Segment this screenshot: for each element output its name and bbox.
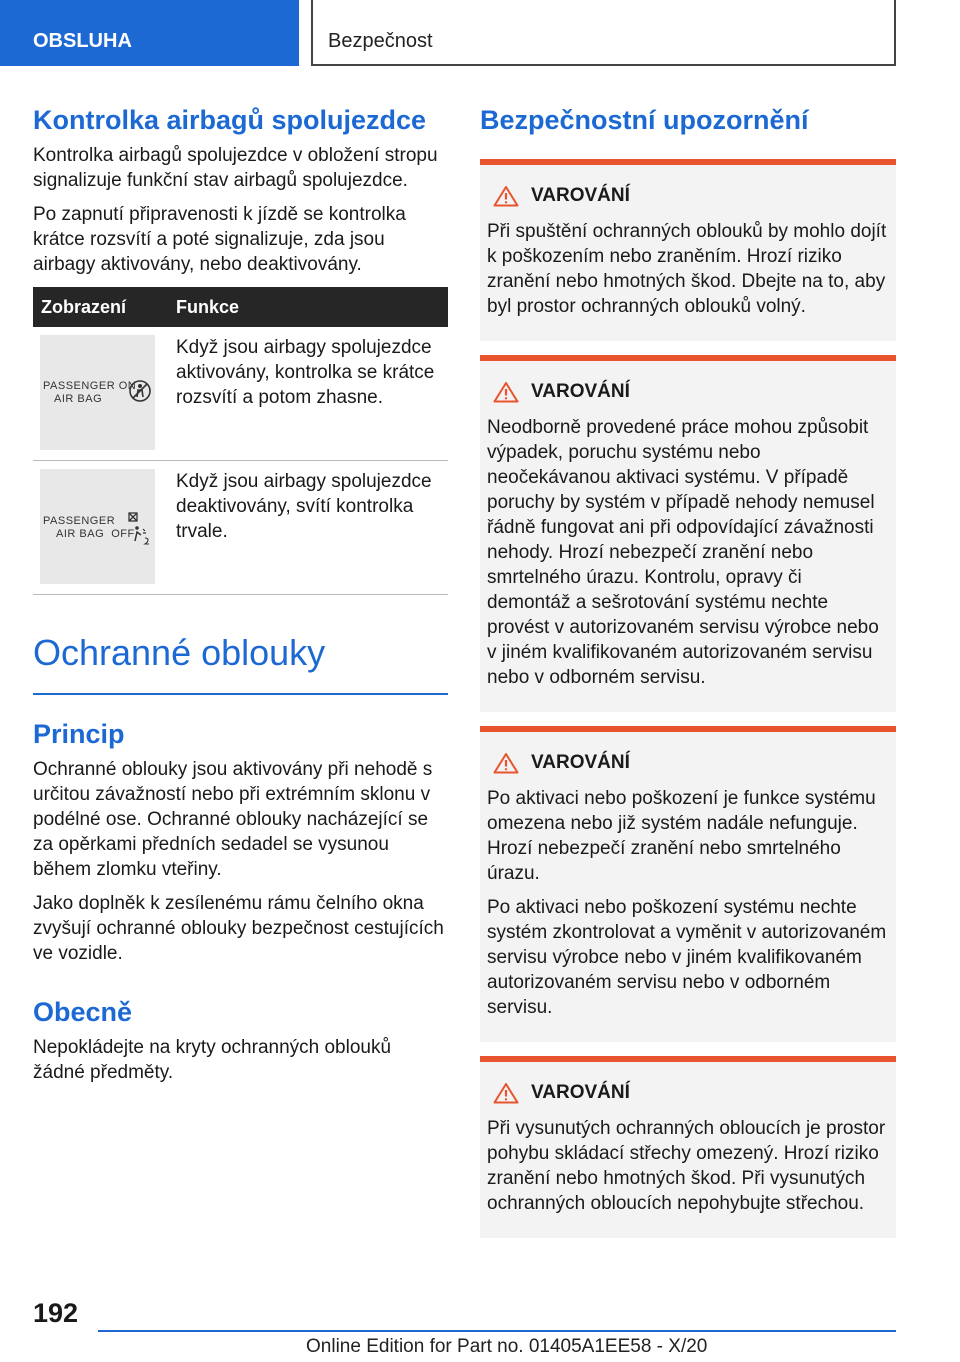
principle-paragraph-2: Jako doplněk k zesílenému rámu čelního okna zvyšují ochranné oblouky bezpečnost cestujících ve vozidle. [33, 893, 444, 964]
warning-box [480, 1056, 896, 1238]
table-cell-display [33, 327, 168, 461]
warning-box [480, 355, 896, 712]
warning-label: VAROVÁNÍ [531, 752, 630, 773]
lamp-text-line1: PASSENGER ON [43, 380, 137, 392]
warning-header [487, 1080, 888, 1106]
warning-label: VAROVÁNÍ [531, 1082, 630, 1103]
rollbars-heading: Ochranné oblouky [33, 627, 448, 695]
lamp-text-line1: PASSENGER [43, 515, 116, 527]
warning-triangle-icon [493, 185, 519, 207]
warning-text: Po aktivaci nebo poškození je funkce systému omezena nebo již systém nadále nefunguje. Hrozí nebezpečí zranění nebo smrtelného úrazu. [487, 788, 876, 884]
airbag-lamp-paragraph-1: Kontrolka airbagů spolujezdce v obložení stropu signalizuje funkční stav airbagů spolujezdce. [33, 145, 438, 191]
warning-triangle-icon [493, 381, 519, 403]
warning-box [480, 726, 896, 1042]
warning-header [487, 183, 888, 209]
airbag-lamp-table [33, 287, 448, 595]
table-row [33, 461, 448, 595]
table-header-function: Funkce [168, 287, 448, 327]
warning-triangle-icon [493, 752, 519, 774]
warning-text: Při spuštění ochranných oblouků by mohlo dojít k poškozením nebo zraněním. Hrozí riziko zranění nebo hmotných škod. Dbejte na to, aby byl prostor ochranných oblouků volný. [487, 221, 887, 317]
airbag-on-lamp-image [40, 335, 155, 450]
airbag-on-symbol-icon [128, 379, 152, 403]
warning-text: Neodborně provedené práce mohou způsobit výpadek, poruchu systému nebo neočekávanou aktivaci systému. V případě poruchy by systém v případě nehody nemusel řádně fungovat ani při odpovídající závažnosti nehody. Hrozí nebezpečí zranění nebo smrtelného úrazu. Kontrolu, opravy či demontáž a sešrotování systému nechte provést v autorizovaném servisu výrobce nebo v jiném kvalifikovaném autorizovaném servisu nebo v odborném servisu. [487, 417, 879, 688]
general-paragraph-1: Nepokládejte na kryty ochranných oblouků žádné předměty. [33, 1037, 392, 1083]
airbag-lamp-heading: Kontrolka airbagů spolujezdce [33, 105, 427, 135]
right-column [480, 103, 896, 1252]
airbag-lamp-paragraph-2: Po zapnutí připravenosti k jízdě se kontrolka krátce rozsvítí a poté signalizuje, zda jsou airbagy aktivovány, nebo deaktivovány. [33, 204, 406, 275]
lamp-text-line2: AIR BAG OFF [56, 528, 135, 540]
safety-notes-heading: Bezpečnostní upozornění [480, 105, 809, 135]
warning-header [487, 750, 888, 776]
table-header-row [33, 287, 448, 327]
airbag-off-symbol-icon [126, 511, 152, 545]
warning-label: VAROVÁNÍ [531, 185, 630, 206]
left-column [33, 103, 448, 1094]
warning-label: VAROVÁNÍ [531, 381, 630, 402]
principle-heading: Princip [33, 719, 125, 749]
table-row [33, 327, 448, 461]
table-cell-display [33, 461, 168, 595]
table-header-display: Zobrazení [33, 287, 168, 327]
principle-paragraph-1: Ochranné oblouky jsou aktivovány při nehodě s určitou závažností nebo při extrémním sklonu v podélné ose. Ochranné oblouky nacházející se za opěrkami předních sedadel se vysunou během zlomku vteřiny. [33, 759, 433, 880]
table-cell-function: Když jsou airbagy spolujezdce aktivovány, kontrolka se krátce rozsvítí a potom zhasne. [168, 327, 448, 461]
lamp-text-line2: AIR BAG [54, 393, 103, 405]
table-cell-function: Když jsou airbagy spolujezdce deaktivovány, svítí kontrolka trvale. [168, 461, 448, 595]
warning-list [480, 159, 896, 1238]
warning-triangle-icon [493, 1082, 519, 1104]
airbag-off-lamp-image [40, 469, 155, 584]
warning-text: Po aktivaci nebo poškození systému nechte systém zkontrolovat a vyměnit v autorizovaném servisu výrobce nebo v jiném kvalifikovaném autorizovaném servisu nebo v odborném servisu. [487, 897, 887, 1018]
warning-header [487, 379, 888, 405]
warning-text: Při vysunutých ochranných obloucích je prostor pohybu skládací střechy omezený. Hrozí riziko zranění nebo hmotných škod. Při vysunutých ochranných obloucích nepohybujte střechou. [487, 1118, 886, 1214]
section-tab: Bezpečnost [311, 0, 896, 66]
chapter-tab: OBSLUHA [0, 0, 299, 66]
footer-divider [98, 1330, 896, 1332]
page-number: 192 [33, 1298, 79, 1328]
edition-note: Online Edition for Part no. 01405A1EE58 - X/20 [306, 1336, 708, 1357]
page-header [0, 0, 960, 66]
general-heading: Obecně [33, 997, 133, 1027]
warning-box [480, 159, 896, 341]
